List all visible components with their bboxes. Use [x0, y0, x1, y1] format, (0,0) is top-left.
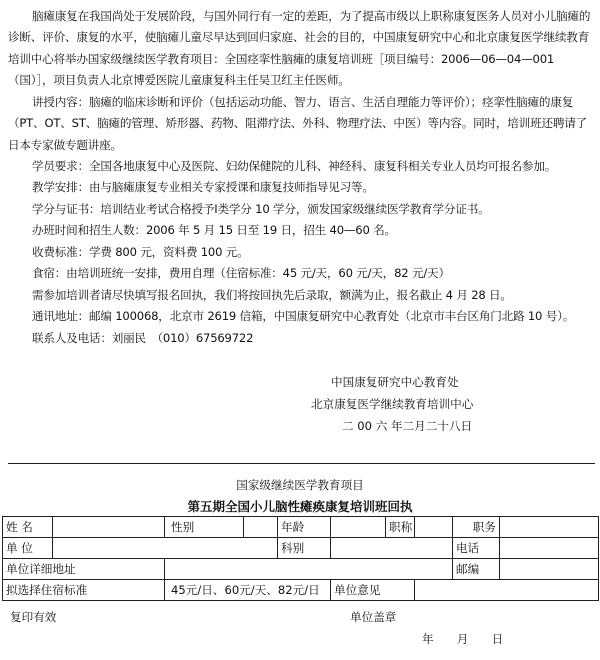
label-postcode: 邮编: [453, 559, 500, 580]
signature-date: 二 00 六 年二月二十八日: [342, 419, 473, 433]
student-requirements: 学员要求：全国各地康复中心及医院、妇幼保健院的儿科、神经科、康复科相关专业人员均可报名参加。: [32, 159, 557, 173]
input-address[interactable]: [165, 559, 453, 580]
credits-certificate: 学分与证书：培训结业考试合格授予Ⅰ类学分 10 学分，颁发国家级继续医学教育学分证书。: [32, 202, 490, 216]
receipt-title: 第五期全国小儿脑性瘫痪康复培训班回执: [187, 499, 413, 514]
label-unit-opinion: 单位意见: [331, 580, 415, 601]
input-postcode[interactable]: [500, 559, 599, 580]
form-row-unit: [3, 538, 599, 559]
signature-org-1: 中国康复研究中心教育处: [331, 375, 459, 389]
input-title[interactable]: [415, 517, 453, 538]
input-name[interactable]: [53, 517, 165, 538]
label-lodging: 拟选择住宿标准: [3, 580, 165, 601]
unit-seal-label: 单位盖章: [350, 610, 397, 624]
teaching-arrangement: 教学安排：由与脑瘫康复专业相关专家授课和康复技师指导见习等。: [32, 180, 374, 194]
label-gender: [165, 517, 244, 538]
copy-valid-note: 复印有效: [10, 610, 57, 624]
input-gender[interactable]: [244, 517, 278, 538]
course-content-paragraph: 讲授内容：脑瘫的临床诊断和评价（包括运动功能、智力、语言、生活自理能力等评价）；痉挛性脑瘫的康复（PT、OT、ST、脑瘫的管理、矫形器、药物、阻滞疗法、外科、物理疗法、中医）等内容。同时，培训班还聘请了日本专家做专题讲座。: [8, 95, 588, 152]
label-department: 科别: [278, 538, 331, 559]
label-age: 年龄: [278, 517, 331, 538]
form-row-lodging: [3, 580, 599, 601]
form-row-personal: [3, 517, 599, 538]
label-address: 单位详细地址: [3, 559, 165, 580]
label-unit: 单 位: [3, 538, 53, 559]
input-unit-opinion[interactable]: [415, 580, 599, 601]
input-department[interactable]: [331, 538, 453, 559]
contact-info: 联系人及电话：刘丽民 （010）67569722: [32, 331, 254, 345]
cut-line: [8, 463, 595, 464]
accommodation: 食宿：由培训班统一安排，费用自理（住宿标准：45 元/天，60 元/天，82 元/天）: [32, 266, 450, 280]
label-position: 职务: [453, 517, 500, 538]
label-title: 职称: [386, 517, 415, 538]
fees: 收费标准：学费 800 元，资料费 100 元。: [32, 245, 249, 259]
mailing-address: 通讯地址：邮编 100068，北京市 2619 信箱，中国康复研究中心教育处（北京市丰台区角门北路 10 号）。: [32, 309, 575, 323]
label-name: 姓 名: [3, 517, 53, 538]
input-phone[interactable]: [500, 538, 599, 559]
input-position[interactable]: [500, 517, 599, 538]
input-unit[interactable]: [53, 538, 278, 559]
registration-note: 需参加培训者请尽快填写报名回执，我们将按回执先后录取，额满为止，报名截止 4 月 28 日。: [32, 288, 512, 302]
schedule-enrollment: 办班时间和招生人数：2006 年 5 月 15 日至 19 日，招生 40—60 名。: [32, 223, 396, 237]
label-gender-text: 性别: [171, 520, 195, 534]
seal-date-fields[interactable]: 年 月 日: [422, 632, 504, 646]
input-age[interactable]: [331, 517, 386, 538]
label-phone: 电话: [453, 538, 500, 559]
lodging-options[interactable]: 45元/日、60元/天、82元/日: [165, 580, 331, 601]
receipt-project-label: 国家级继续医学教育项目: [236, 478, 364, 492]
receipt-form: [2, 516, 599, 601]
signature-org-2: 北京康复医学继续教育培训中心: [311, 397, 474, 411]
form-row-address: [3, 559, 599, 580]
intro-paragraph: 脑瘫康复在我国尚处于发展阶段，与国外同行有一定的差距，为了提高市级以上职称康复医务人员对小儿脑瘫的诊断、评价、康复的水平，使脑瘫儿童尽早达到回归家庭、社会的目的，中国康复研究中心和北京康复医学继续教育培训中心将举办国家级继续医学教育项目：全国痉挛性脑瘫的康复培训班［项目编号：2006—06—04—001（国）］，项目负责人北京博爱医院儿童康复科主任吴卫红主任医师。: [8, 9, 591, 88]
